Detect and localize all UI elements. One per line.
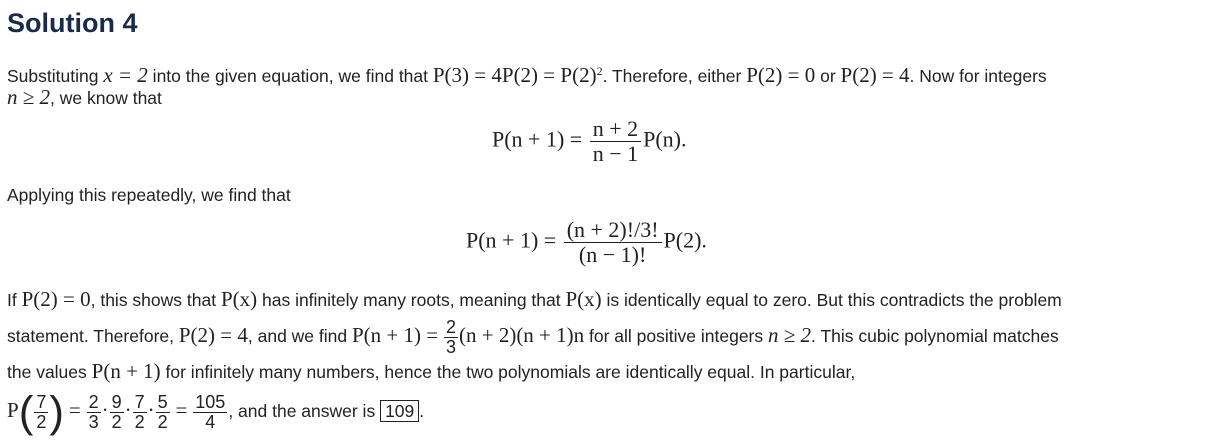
text: . This cubic polynomial matches: [811, 326, 1059, 346]
paragraph-applying: Applying this repeatedly, we find that: [7, 185, 291, 205]
text: for infinitely many numbers, hence the two polynomials are identically equal. In particular,: [160, 362, 856, 382]
denominator: 2: [36, 411, 47, 432]
exponent: 2: [596, 64, 603, 78]
fraction: [87, 393, 101, 432]
text: , and the answer is: [228, 401, 381, 421]
left-paren: (: [18, 387, 34, 437]
numerator: 105: [195, 391, 226, 412]
math: P(n + 1): [91, 359, 161, 383]
dot: ·: [124, 398, 132, 422]
text: has infinitely many roots, meaning that: [257, 290, 566, 310]
numerator: 7: [36, 391, 47, 412]
paragraph-substitution: [7, 60, 1047, 87]
fraction: [564, 218, 662, 267]
math: P(2) = 4: [840, 62, 910, 87]
eq-rhs: P(n).: [643, 126, 687, 152]
paragraph-integers: [7, 86, 162, 109]
text: for all positive integers: [584, 326, 768, 346]
math: n ≥ 2: [7, 85, 51, 109]
solution-title: Solution 4: [7, 8, 138, 38]
text: . Therefore, either: [602, 65, 747, 86]
text: , we know that: [50, 88, 162, 108]
equals: =: [68, 398, 81, 422]
denominator: 2: [111, 411, 122, 432]
text: statement. Therefore,: [7, 326, 179, 346]
numerator: 9: [111, 391, 122, 412]
text: the values: [7, 362, 92, 382]
denominator: 2: [157, 411, 168, 432]
math: P(x): [220, 287, 258, 311]
dot: ·: [147, 398, 155, 422]
text: If: [7, 290, 22, 310]
eq-lhs: P(n + 1) =: [492, 126, 583, 152]
text: .: [419, 401, 425, 421]
numerator: 5: [157, 391, 168, 412]
fraction: [133, 393, 147, 432]
text: , and we find: [247, 326, 352, 346]
text: , this shows that: [90, 290, 221, 310]
denominator: n − 1: [592, 141, 639, 166]
math: n ≥ 2: [768, 323, 812, 347]
math: (n + 2)(n + 1)n: [458, 323, 585, 347]
paragraph-roots: [7, 288, 1062, 311]
numerator: (n + 2)!/3!: [564, 218, 662, 243]
dot: ·: [101, 398, 109, 422]
numerator: 2: [445, 316, 456, 337]
denominator: 2: [134, 411, 145, 432]
denominator: 3: [88, 411, 99, 432]
paragraph-final: [7, 384, 424, 437]
text: or: [815, 65, 841, 86]
denominator: 3: [445, 336, 456, 357]
equation-recurrence: [492, 117, 687, 166]
right-paren: ): [49, 387, 65, 437]
fraction-result: [193, 393, 227, 432]
numerator: 7: [134, 391, 145, 412]
denominator: 4: [205, 411, 216, 432]
text: . Now for integers: [909, 65, 1047, 86]
paragraph-values: [7, 360, 855, 383]
text: Substituting: [7, 65, 104, 86]
fraction: [110, 393, 124, 432]
math: P(2) = 0: [21, 287, 91, 311]
fraction: [590, 117, 641, 166]
fraction-two-thirds: [444, 318, 458, 357]
math: P(x): [565, 287, 602, 311]
math: x = 2: [103, 62, 148, 87]
eq-lhs: P(n + 1) =: [466, 227, 557, 253]
fraction-argument: [34, 393, 48, 432]
text: is identically equal to zero. But this contradicts the problem: [601, 290, 1062, 310]
math: P(3) = 4P(2) = P(2): [432, 62, 597, 87]
numerator: 2: [88, 391, 99, 412]
equals: =: [175, 398, 188, 422]
math: P(2) = 0: [746, 62, 816, 87]
math: P(n + 1) =: [351, 323, 439, 347]
numerator: n + 2: [590, 117, 641, 142]
math: P(2) = 4: [178, 323, 248, 347]
paragraph-cubic: [7, 316, 1059, 357]
fraction: [156, 393, 170, 432]
answer-box: 109: [380, 400, 419, 422]
text: into the given equation, we find that: [147, 65, 433, 86]
math: P: [7, 398, 19, 422]
eq-rhs: P(2).: [663, 227, 707, 253]
equation-product: [466, 218, 707, 267]
denominator: (n − 1)!: [578, 242, 647, 267]
